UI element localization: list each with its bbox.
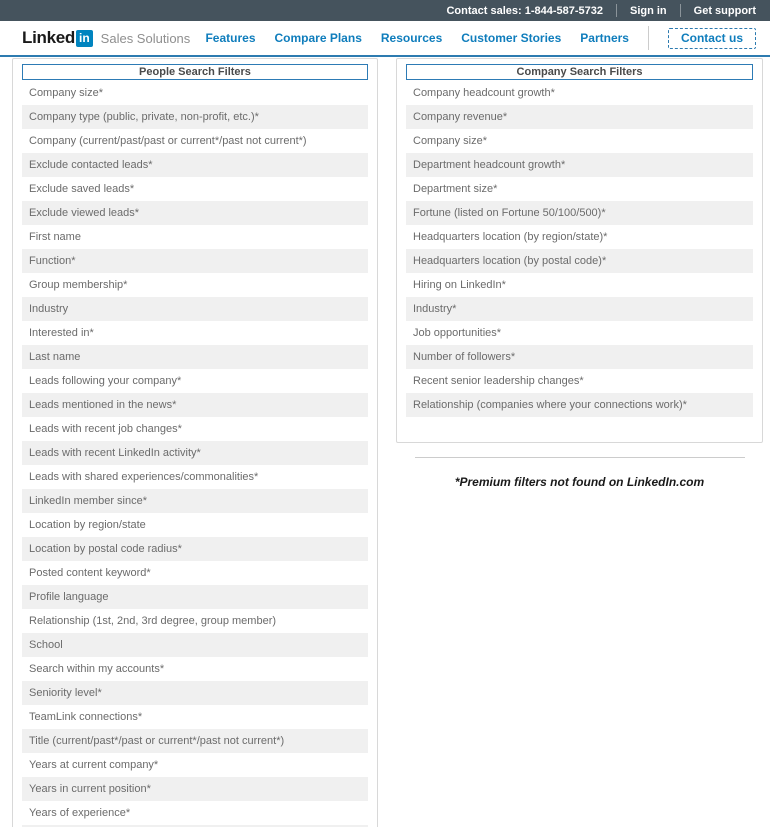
- people-filters-rows: [22, 81, 368, 825]
- table-row: Fortune (listed on Fortune 50/100/500)*: [406, 201, 753, 225]
- table-row: Years at current company*: [22, 753, 368, 777]
- table-row: Industry: [22, 297, 368, 321]
- topbar-divider: [616, 4, 617, 17]
- nav-customer-stories[interactable]: Customer Stories: [461, 31, 562, 45]
- table-row: Profile language: [22, 585, 368, 609]
- linkedin-logo[interactable]: [22, 28, 190, 48]
- table-row: Exclude saved leads*: [22, 177, 368, 201]
- table-row: Leads mentioned in the news*: [22, 393, 368, 417]
- nav-features[interactable]: Features: [205, 31, 256, 45]
- table-row: Headquarters location (by region/state)*: [406, 225, 753, 249]
- table-row: Number of followers*: [406, 345, 753, 369]
- company-filters-card: [396, 58, 763, 443]
- product-name: Sales Solutions: [100, 30, 191, 46]
- main-nav: [205, 26, 756, 50]
- table-row: Recent senior leadership changes*: [406, 369, 753, 393]
- footnote-section: [396, 443, 763, 489]
- table-row: Leads with recent LinkedIn activity*: [22, 441, 368, 465]
- table-row: Group membership*: [22, 273, 368, 297]
- table-row: School: [22, 633, 368, 657]
- table-row: Leads with recent job changes*: [22, 417, 368, 441]
- nav-partners[interactable]: Partners: [580, 31, 629, 45]
- nav-resources[interactable]: Resources: [380, 31, 443, 45]
- linkedin-wordmark: Linked: [22, 28, 75, 47]
- get-support-link[interactable]: Get support: [693, 4, 756, 17]
- table-row: Title (current/past*/past or current*/past not current*): [22, 729, 368, 753]
- linkedin-in-icon: in: [76, 30, 93, 47]
- table-row: Leads following your company*: [22, 369, 368, 393]
- people-filters-card: [12, 58, 378, 827]
- table-row: Interested in*: [22, 321, 368, 345]
- table-row: Relationship (1st, 2nd, 3rd degree, group member): [22, 609, 368, 633]
- table-row: Company size*: [22, 81, 368, 105]
- table-row: Company type (public, private, non-profit, etc.)*: [22, 105, 368, 129]
- table-row: Location by postal code radius*: [22, 537, 368, 561]
- table-row: Headquarters location (by postal code)*: [406, 249, 753, 273]
- table-row: Exclude contacted leads*: [22, 153, 368, 177]
- table-row: LinkedIn member since*: [22, 489, 368, 513]
- table-row: Seniority level*: [22, 681, 368, 705]
- table-row: Function*: [22, 249, 368, 273]
- company-filters-title: Company Search Filters: [406, 64, 753, 80]
- table-row: Company (current/past/past or current*/past not current*): [22, 129, 368, 153]
- nav-divider: [648, 26, 649, 50]
- table-row: Search within my accounts*: [22, 657, 368, 681]
- table-row: Company size*: [406, 129, 753, 153]
- table-row: Years in current position*: [22, 777, 368, 801]
- table-row: Years of experience*: [22, 801, 368, 825]
- table-row: First name: [22, 225, 368, 249]
- site-header: [0, 21, 770, 57]
- table-row: Company revenue*: [406, 105, 753, 129]
- table-row: Exclude viewed leads*: [22, 201, 368, 225]
- table-row: Company headcount growth*: [406, 81, 753, 105]
- contact-sales-link[interactable]: Contact sales: 1-844-587-5732: [446, 4, 603, 17]
- topbar: [0, 0, 770, 21]
- table-row: Hiring on LinkedIn*: [406, 273, 753, 297]
- people-filters-title: People Search Filters: [22, 64, 368, 80]
- table-row: TeamLink connections*: [22, 705, 368, 729]
- table-row: Last name: [22, 345, 368, 369]
- sign-in-link[interactable]: Sign in: [629, 4, 667, 17]
- table-row: Relationship (companies where your connections work)*: [406, 393, 753, 417]
- table-row: Department size*: [406, 177, 753, 201]
- table-row: Location by region/state: [22, 513, 368, 537]
- table-row: Posted content keyword*: [22, 561, 368, 585]
- contact-us-button[interactable]: Contact us: [668, 28, 756, 49]
- nav-compare-plans[interactable]: Compare Plans: [274, 31, 362, 45]
- table-row: Leads with shared experiences/commonalities*: [22, 465, 368, 489]
- table-row: Industry*: [406, 297, 753, 321]
- table-row: Job opportunities*: [406, 321, 753, 345]
- topbar-divider: [680, 4, 681, 17]
- divider-line: [415, 457, 745, 458]
- premium-footnote: *Premium filters not found on LinkedIn.com: [454, 475, 705, 489]
- table-row: Department headcount growth*: [406, 153, 753, 177]
- company-filters-rows: [406, 81, 753, 417]
